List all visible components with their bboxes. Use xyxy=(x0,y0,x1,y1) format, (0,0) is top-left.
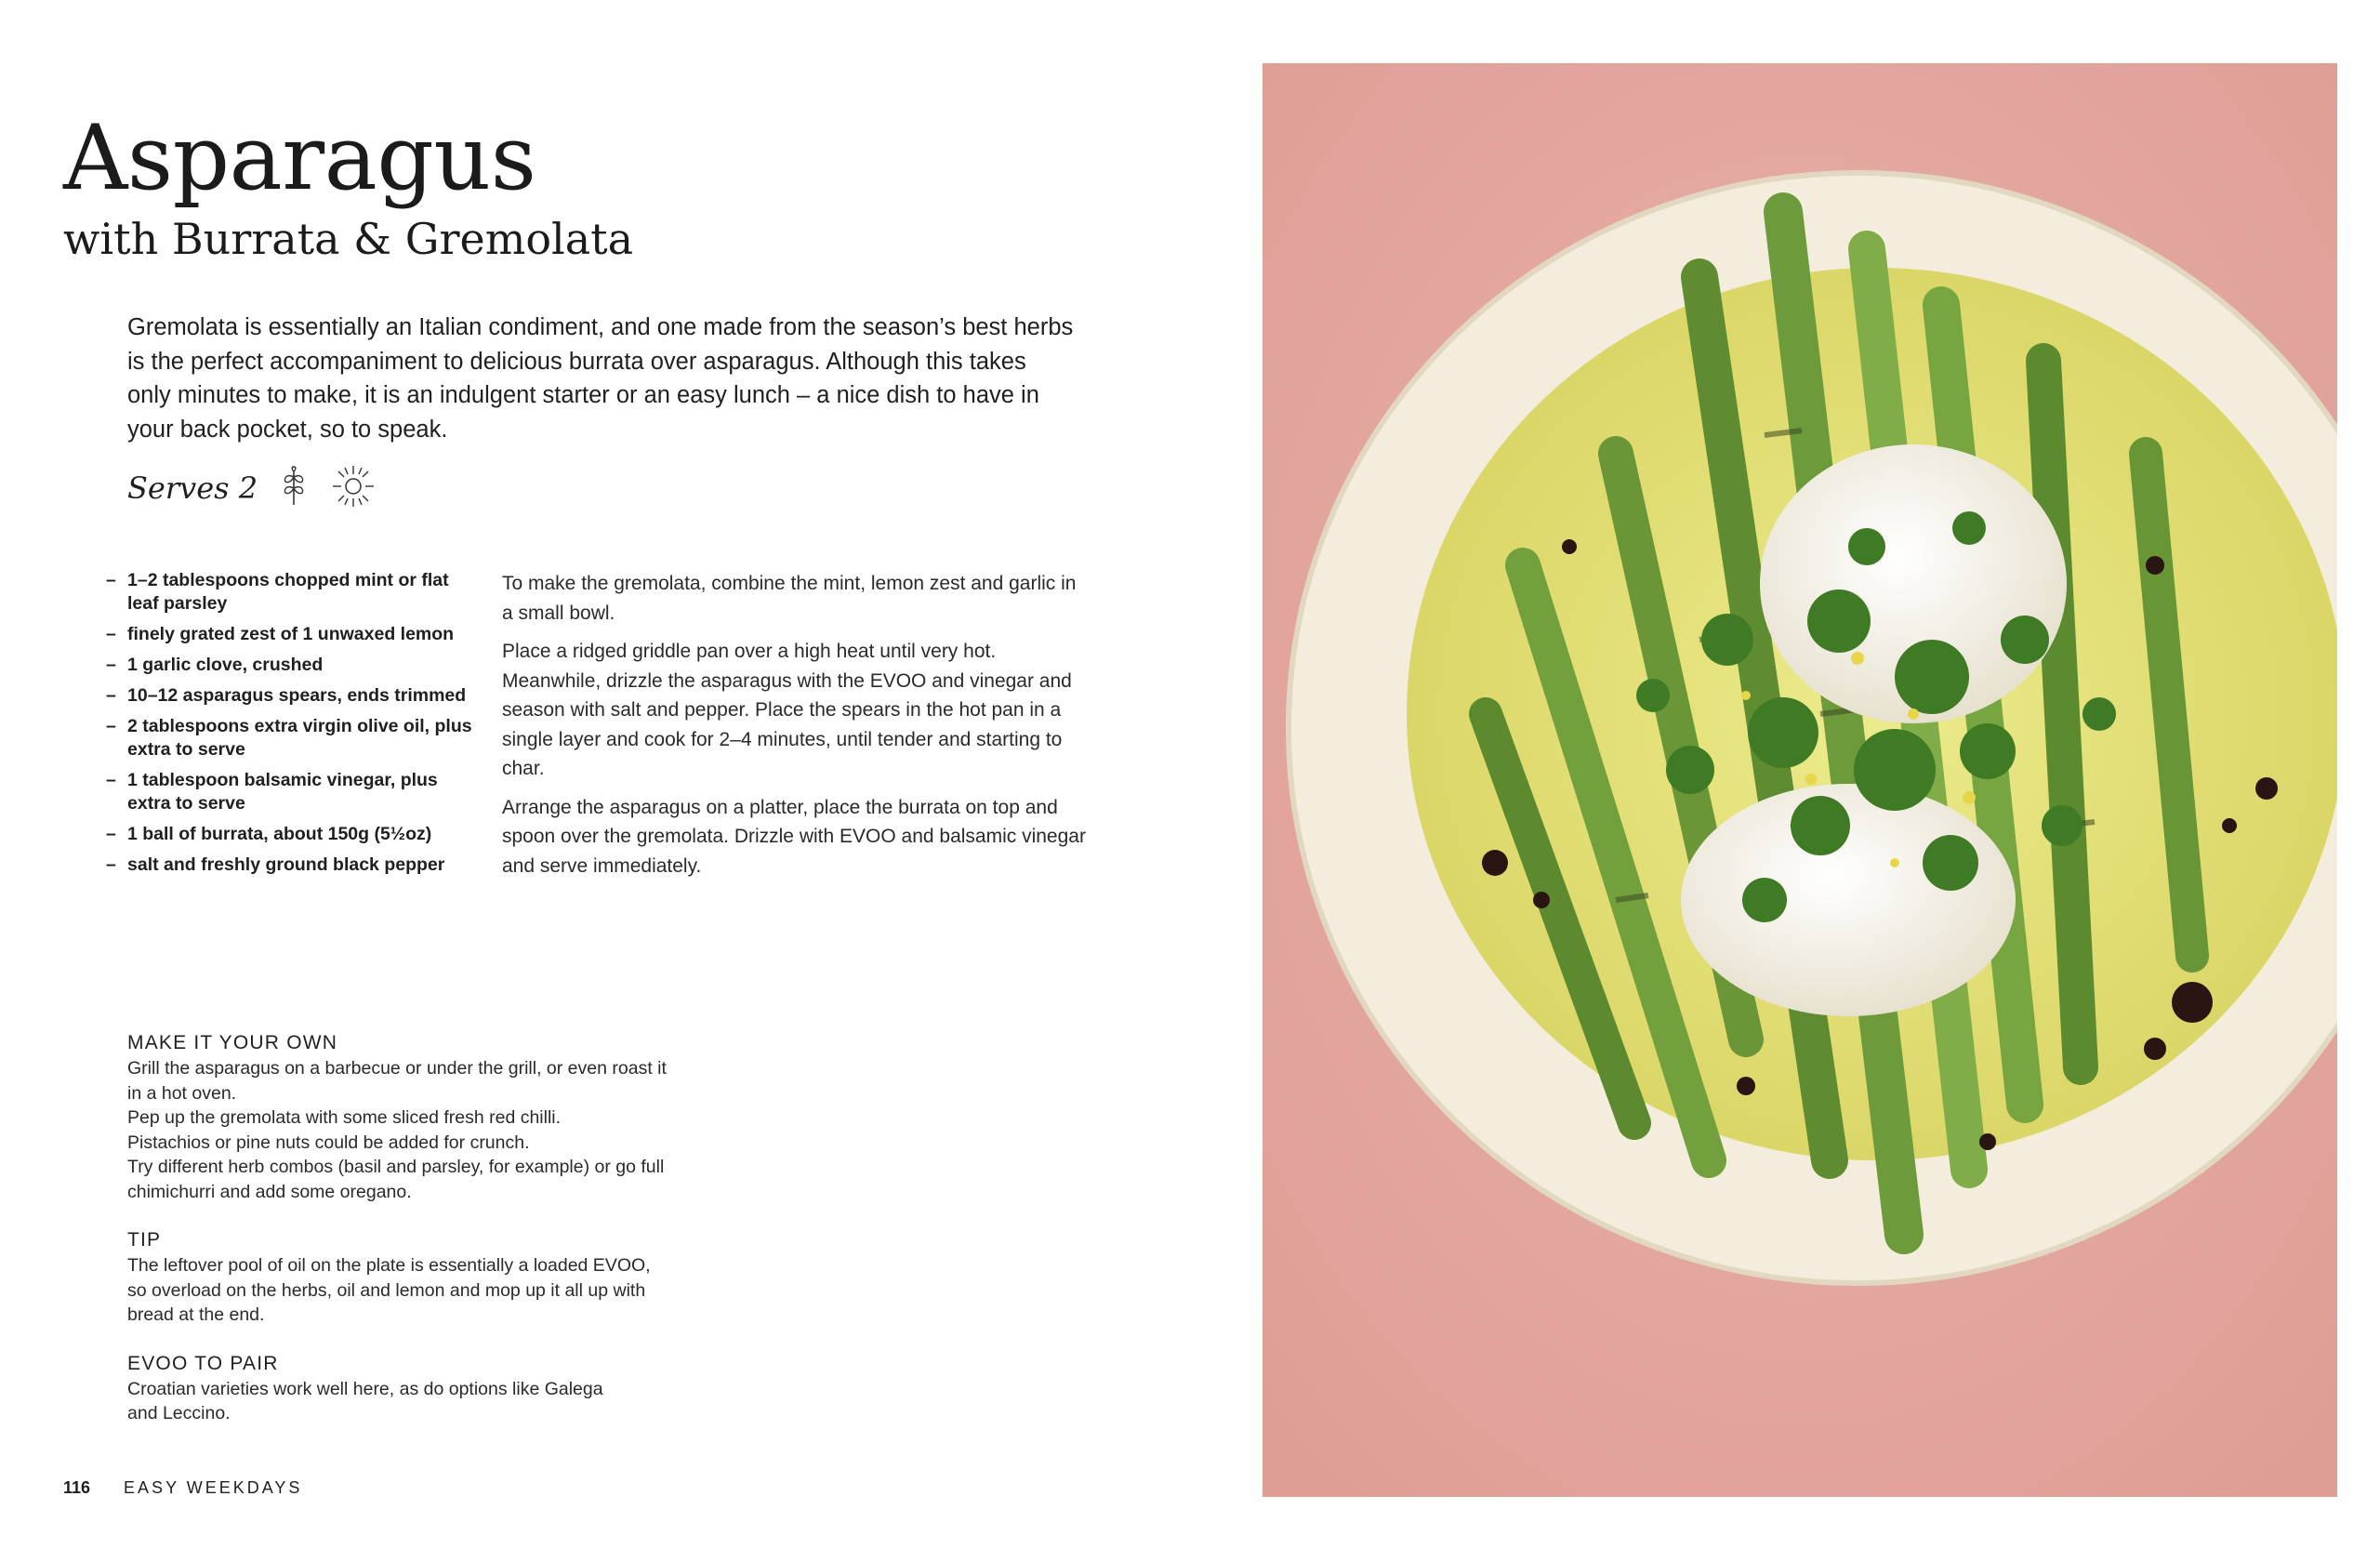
ingredient-item: – 1 garlic clove, crushed xyxy=(104,654,476,677)
recipe-photo xyxy=(1263,63,2337,1497)
note-line: chimichurri and add some oregano. xyxy=(127,1181,412,1202)
note-line: Grill the asparagus on a barbecue or under the grill, or even roast it xyxy=(127,1058,667,1079)
note-line: in a hot oven. xyxy=(127,1082,237,1104)
note-body xyxy=(127,1377,722,1426)
recipe-title: Asparagus xyxy=(63,106,536,210)
ingredient-item: – 1 ball of burrata, about 150g (5½oz) xyxy=(104,823,476,846)
note-line: Try different herb combos (basil and parsley, for example) or go full xyxy=(127,1157,665,1177)
note-heading: TIP xyxy=(127,1229,162,1251)
ingredient-item: – finely grated zest of 1 unwaxed lemon xyxy=(104,623,476,646)
ingredient-item: – 1 tablespoon balsamic vinegar, plus extra to serve xyxy=(104,769,476,815)
serves-row xyxy=(127,460,377,516)
tip-note xyxy=(127,1227,722,1328)
note-line: Pistachios or pine nuts could be added for crunch. xyxy=(127,1132,530,1153)
ingredient-item: – 2 tablespoons extra virgin olive oil, plus extra to serve xyxy=(104,715,476,761)
ingredient-item: – 10–12 asparagus spears, ends trimmed xyxy=(104,684,476,708)
note-line: Croatian varieties work well here, as do options like Galega xyxy=(127,1378,603,1399)
note-heading: MAKE IT YOUR OWN xyxy=(127,1032,338,1053)
note-body xyxy=(127,1056,722,1204)
page-footer xyxy=(63,1478,302,1498)
ingredient-item: – 1–2 tablespoons chopped mint or flat leaf parsley xyxy=(104,569,476,616)
page-number: 116 xyxy=(63,1478,91,1497)
note-line: so overload on the herbs, oil and lemon and mop up it all up with xyxy=(127,1279,646,1301)
sun-icon xyxy=(330,463,377,514)
recipe-intro: Gremolata is essentially an Italian condiment, and one made from the season’s best herbs is the perfect accompaniment to delicious burrata over asparagus. Although this takes only minutes to make, it is an indulgent starter or an easy lunch – a nice dish to have in your back pocket, so to speak. xyxy=(127,314,1074,443)
section-name: EASY WEEKDAYS xyxy=(124,1478,303,1497)
method-step: Place a ridged griddle pan over a high heat until very hot. Meanwhile, drizzle the asparagus with the EVOO and vinegar and season with salt and pepper. Place the spears in the hot pan in a single layer and cook for 2–4 minutes, until tender and starting to char. xyxy=(502,641,1072,779)
note-line: Pep up the gremolata with some sliced fresh red chilli. xyxy=(127,1107,562,1128)
note-line: and Leccino. xyxy=(127,1403,231,1423)
note-line: The leftover pool of oil on the plate is essentially a loaded EVOO, xyxy=(127,1255,651,1276)
notes-section xyxy=(127,1030,722,1450)
note-line: bread at the end. xyxy=(127,1304,265,1325)
make-it-your-own-note xyxy=(127,1030,722,1204)
serves-label: Serves 2 xyxy=(127,470,258,506)
evoo-pairing-note xyxy=(127,1351,722,1426)
method-step: Arrange the asparagus on a platter, place the burrata on top and spoon over the gremolata. Drizzle with EVOO and balsamic vinegar and serve immediately. xyxy=(502,796,1086,877)
note-body xyxy=(127,1253,722,1328)
ingredients-list xyxy=(104,569,476,884)
herb-sprig-icon xyxy=(278,466,310,511)
note-heading: EVOO TO PAIR xyxy=(127,1352,279,1374)
method-step: To make the gremolata, combine the mint, lemon zest and garlic in a small bowl. xyxy=(502,573,1077,624)
method-steps xyxy=(502,569,1088,890)
ingredient-item: – salt and freshly ground black pepper xyxy=(104,854,476,877)
recipe-subtitle: with Burrata & Gremolata xyxy=(63,214,634,264)
